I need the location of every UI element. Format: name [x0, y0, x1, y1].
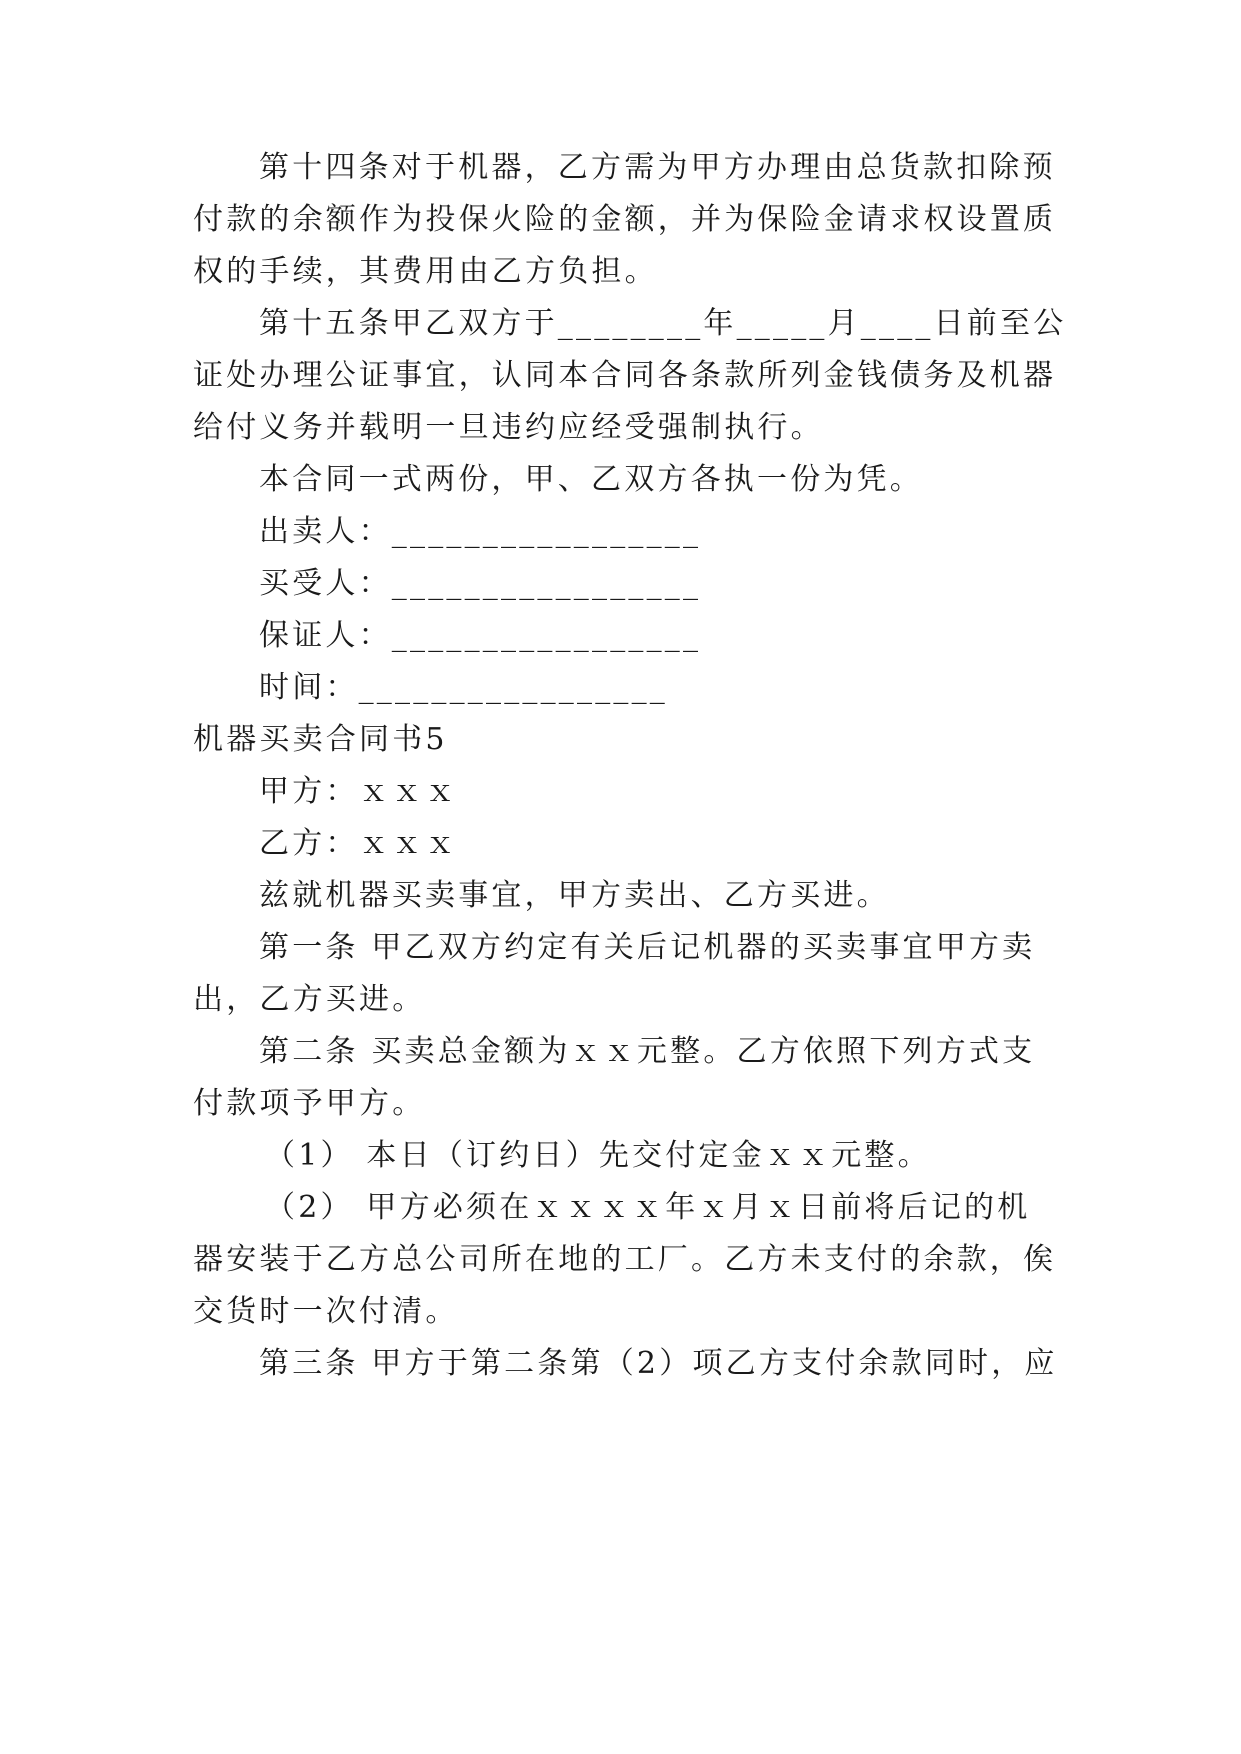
- signature-guarantor-line: 保证人：_________________: [259, 618, 702, 653]
- paragraph-line: 权的手续，其费用由乙方负担。: [193, 254, 658, 289]
- signature-seller-line: 出卖人：_________________: [259, 514, 702, 549]
- paragraph-line: 第十五条甲乙双方于________年_____月____日前至公: [259, 306, 1067, 341]
- party-b-line: 乙方：ｘｘｘ: [259, 826, 459, 861]
- paragraph-line: 给付义务并载明一旦违约应经受强制执行。: [193, 410, 824, 445]
- paragraph-line: 第一条 甲乙双方约定有关后记机器的买卖事宜甲方卖: [259, 930, 1036, 965]
- paragraph-line: 付款项予甲方。: [193, 1086, 426, 1121]
- paragraph-line: 兹就机器买卖事宜，甲方卖出、乙方买进。: [259, 878, 890, 913]
- party-a-line: 甲方：ｘｘｘ: [259, 774, 459, 809]
- paragraph-line: 器安装于乙方总公司所在地的工厂。乙方未支付的余款，俟: [193, 1242, 1057, 1277]
- paragraph-line: 出，乙方买进。: [193, 982, 426, 1017]
- paragraph-line: 交货时一次付清。: [193, 1294, 459, 1329]
- list-item-line: （2） 甲方必须在ｘｘｘｘ年ｘ月ｘ日前将后记的机: [265, 1190, 1031, 1225]
- section-heading: 机器买卖合同书5: [193, 722, 448, 757]
- paragraph-line: 第三条 甲方于第二条第（2）项乙方支付余款同时，应: [259, 1346, 1058, 1381]
- list-item-line: （1） 本日（订约日）先交付定金ｘｘ元整。: [265, 1138, 931, 1173]
- paragraph-line: 证处办理公证事宜，认同本合同各条款所列金钱债务及机器: [193, 358, 1057, 393]
- paragraph-line: 第十四条对于机器，乙方需为甲方办理由总货款扣除预: [259, 150, 1056, 185]
- signature-buyer-line: 买受人：_________________: [259, 566, 702, 601]
- paragraph-line: 第二条 买卖总金额为ｘｘ元整。乙方依照下列方式支: [259, 1034, 1036, 1069]
- paragraph-line: 本合同一式两份，甲、乙双方各执一份为凭。: [259, 462, 923, 497]
- paragraph-line: 付款的余额作为投保火险的金额，并为保险金请求权设置质: [193, 202, 1057, 237]
- signature-date-line: 时间：_________________: [259, 670, 668, 705]
